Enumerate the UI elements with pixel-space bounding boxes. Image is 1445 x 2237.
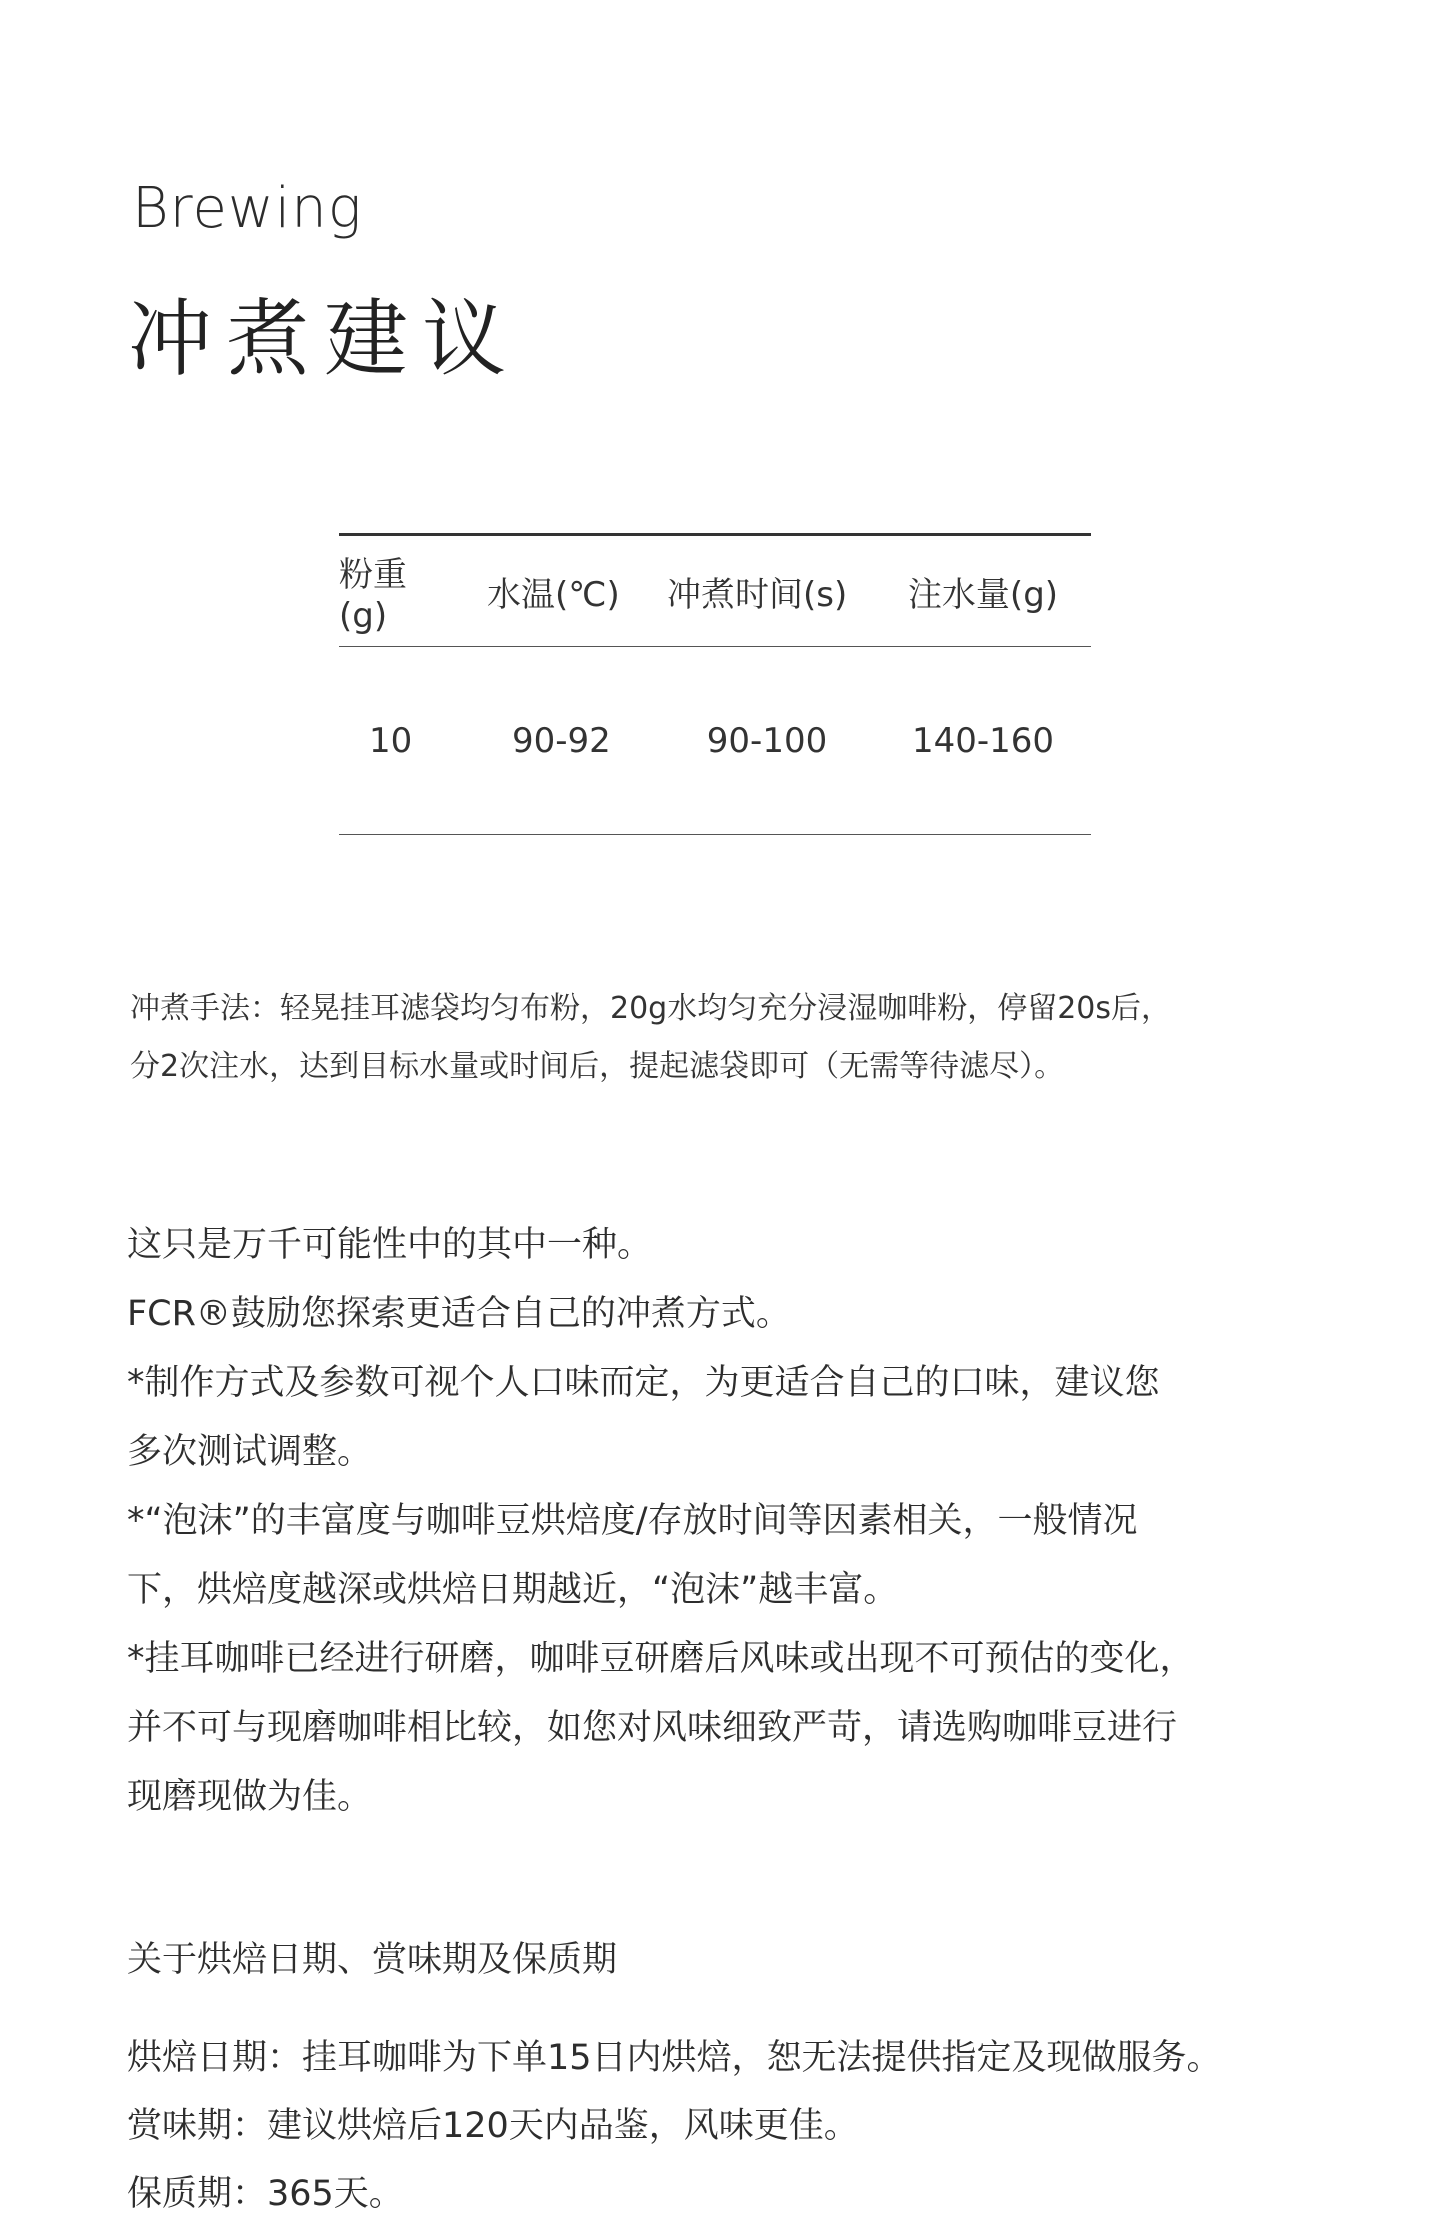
brewing-notes bbox=[127, 1211, 1357, 1832]
value-water-temp: 90-92 bbox=[512, 720, 611, 761]
dates-section bbox=[127, 2024, 1387, 2228]
table-row bbox=[339, 647, 1091, 834]
header-water-temp: 水温(℃) bbox=[487, 574, 620, 615]
note-line: 现磨现做为佳。 bbox=[127, 1777, 373, 1817]
best-before-line: 赏味期：建议烘焙后120天内品鉴，风味更佳。 bbox=[127, 2106, 859, 2146]
method-line: 冲煮手法：轻晃挂耳滤袋均匀布粉，20g水均匀充分浸湿咖啡粉，停留20s后， bbox=[130, 991, 1172, 1026]
section-subtitle-en: Brewing bbox=[132, 176, 363, 241]
dates-section-title: 关于烘焙日期、赏味期及保质期 bbox=[127, 1940, 618, 1980]
note-line: 并不可与现磨咖啡相比较，如您对风味细致严苛，请选购咖啡豆进行 bbox=[127, 1708, 1178, 1748]
page-title: 冲煮建议 bbox=[128, 290, 521, 388]
table-bottom-rule bbox=[339, 834, 1091, 835]
method-line: 分2次注水，达到目标水量或时间后，提起滤袋即可（无需等待滤尽）。 bbox=[130, 1049, 1065, 1084]
value-dose: 10 bbox=[369, 720, 413, 761]
header-dose: 粉重(g) bbox=[339, 554, 407, 636]
roast-date-line: 烘焙日期：挂耳咖啡为下单15日内烘焙，恕无法提供指定及现做服务。 bbox=[127, 2038, 1222, 2078]
shelf-life-line: 保质期：365天。 bbox=[127, 2174, 404, 2214]
value-brew-time: 90-100 bbox=[706, 720, 828, 761]
note-line: 下，烘焙度越深或烘焙日期越近，“泡沫”越丰富。 bbox=[127, 1570, 899, 1610]
brewing-method bbox=[130, 980, 1350, 1096]
table-header-row bbox=[339, 536, 1091, 646]
note-line: *“泡沫”的丰富度与咖啡豆烘焙度/存放时间等因素相关，一般情况 bbox=[127, 1501, 1138, 1541]
note-line: *制作方式及参数可视个人口味而定，为更适合自己的口味，建议您 bbox=[127, 1363, 1160, 1403]
header-water-amount: 注水量(g) bbox=[907, 574, 1059, 615]
value-water-amount: 140-160 bbox=[911, 720, 1055, 761]
note-line: *挂耳咖啡已经进行研磨，咖啡豆研磨后风味或出现不可预估的变化， bbox=[127, 1639, 1195, 1679]
brewing-parameters-table bbox=[339, 533, 1091, 835]
note-line: 这只是万千可能性中的其中一种。 bbox=[127, 1225, 653, 1265]
note-line: 多次测试调整。 bbox=[127, 1432, 373, 1472]
note-line: FCR®鼓励您探索更适合自己的冲煮方式。 bbox=[127, 1294, 791, 1334]
header-brew-time: 冲煮时间(s) bbox=[667, 574, 848, 615]
